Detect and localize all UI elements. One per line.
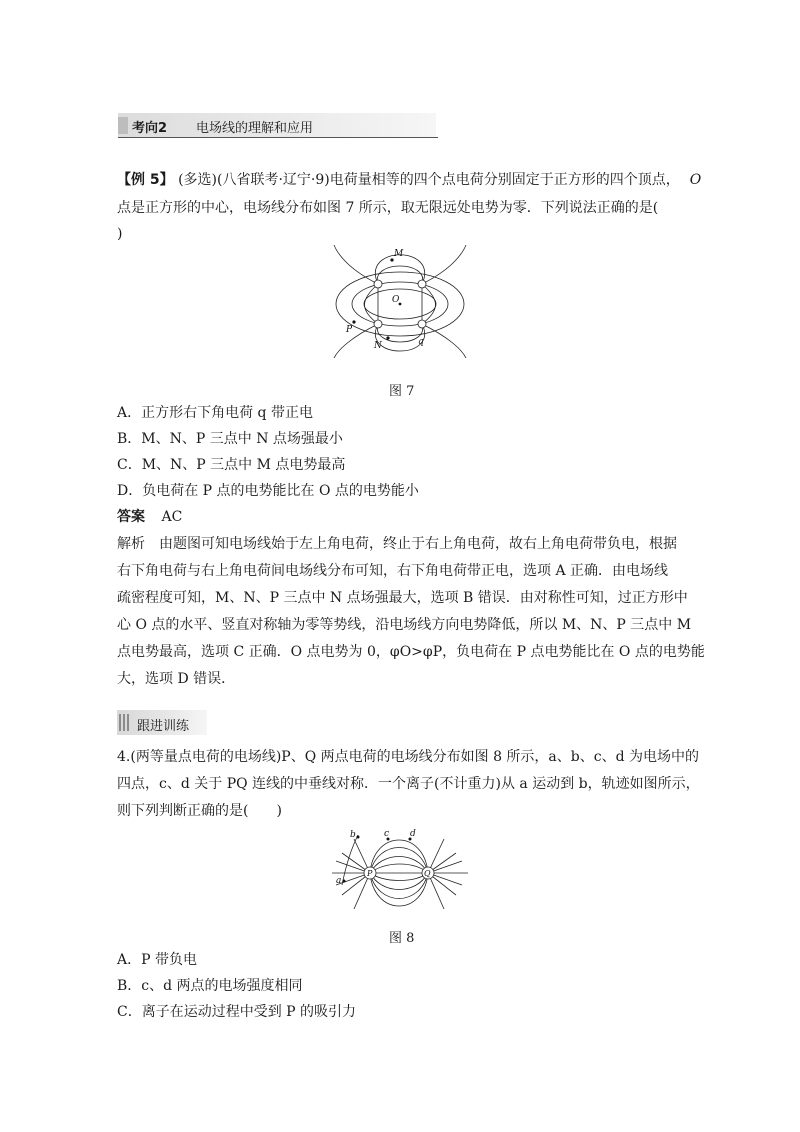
fig8-label-q: Q bbox=[424, 869, 431, 878]
example-text-1: (多选)(八省联考·辽宁·9)电荷量相等的四个点电荷分别固定于正方形的四个顶点， bbox=[178, 172, 680, 188]
analysis-line-2: 右下角电荷与右上角电荷间电场线分布可知，右下角电荷带正电，选项 A 正确．由电场线 bbox=[117, 563, 669, 579]
fig8-label-a: a bbox=[336, 876, 342, 886]
analysis-line-3: 疏密程度可知，M、N、P 三点中 N 点场强最大，选项 B 错误．由对称性可知，过正方形中 bbox=[117, 590, 688, 606]
answer-value: AC bbox=[161, 509, 183, 525]
question4-line-3: 则下列判断正确的是( ) bbox=[117, 803, 282, 819]
figure-7-field-lines bbox=[330, 240, 470, 360]
answer-label: 答案 bbox=[117, 509, 145, 525]
fig7-label-n: N bbox=[374, 341, 382, 351]
fig8-label-c: c bbox=[384, 829, 390, 839]
section-title: 电场线的理解和应用 bbox=[196, 121, 314, 136]
fig7-label-p: P bbox=[346, 325, 353, 335]
example-label: 【例 5】 bbox=[117, 172, 174, 188]
fig8-label-d: d bbox=[410, 829, 416, 839]
training-header-stripes bbox=[119, 714, 131, 731]
figure-8-field-lines bbox=[330, 825, 470, 915]
section-header-mark bbox=[118, 117, 128, 134]
example-option-d: D．负电荷在 P 点的电势能比在 O 点的电势能小 bbox=[117, 483, 419, 499]
question4-line-1: 4.(两等量点电荷的电场线)P、Q 两点电荷的电场线分布如图 8 所示，a、b、c、d 为电场中的 bbox=[117, 749, 699, 765]
figure-7-caption: 图 7 bbox=[389, 384, 415, 399]
training-title: 跟进训练 bbox=[137, 719, 190, 734]
question4-option-a: A．P 带负电 bbox=[117, 952, 197, 968]
fig7-label-o: O bbox=[392, 295, 400, 305]
figure-8-caption: 图 8 bbox=[389, 931, 415, 946]
section-header-rule bbox=[118, 137, 438, 138]
example-line-3: ) bbox=[117, 226, 123, 242]
section-header bbox=[118, 113, 438, 139]
example-text-1-o: O bbox=[689, 172, 702, 188]
example-line-2: 点是正方形的中心，电场线分布如图 7 所示，取无限远处电势为零．下列说法正确的是( bbox=[117, 200, 659, 216]
fig8-label-b: b bbox=[350, 830, 356, 840]
example-option-b: B．M、N、P 三点中 N 点场强最小 bbox=[117, 431, 343, 447]
example-option-a: A．正方形右下角电荷 q 带正电 bbox=[117, 405, 313, 421]
example-line-1 bbox=[117, 172, 701, 189]
analysis-line-6: 大，选项 D 错误． bbox=[117, 671, 236, 687]
question4-option-b: B．c、d 两点的电场强度相同 bbox=[117, 978, 303, 994]
example-option-c: C．M、N、P 三点中 M 点电势最高 bbox=[117, 457, 346, 473]
training-header bbox=[117, 710, 207, 735]
question4-line-2: 四点，c、d 关于 PQ 连线的中垂线对称．一个离子(不计重力)从 a 运动到 b，轨迹如图所示， bbox=[117, 776, 700, 792]
analysis-line-1: 解析 由题图可知电场线始于左上角电荷，终止于右上角电荷，故右上角电荷带负电，根据 bbox=[117, 536, 677, 552]
analysis-line-5: 点电势最高，选项 C 正确．O 点电势为 0，φO>φP，负电荷在 P 点电势能比在 O 点的电势能 bbox=[117, 644, 705, 660]
fig7-label-q: q bbox=[418, 337, 424, 347]
answer-line bbox=[117, 509, 182, 526]
analysis-line-4: 心 O 点的水平、竖直对称轴为零等势线，沿电场线方向电势降低，所以 M、N、P 三点中 M bbox=[117, 617, 692, 633]
fig7-label-m: M bbox=[394, 249, 404, 259]
question4-option-c: C．离子在运动过程中受到 P 的吸引力 bbox=[117, 1004, 357, 1020]
section-number: 考向2 bbox=[132, 121, 168, 136]
fig8-label-p: P bbox=[367, 869, 373, 878]
